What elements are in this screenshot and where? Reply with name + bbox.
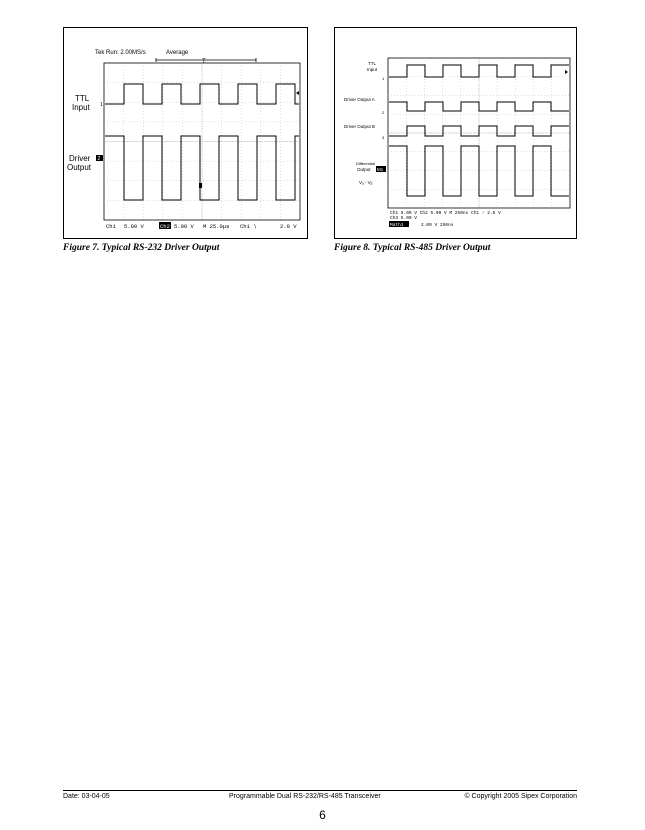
figure-8-readout-row3: 2.00 V 250ns: [421, 223, 454, 228]
figure-8-oscilloscope: [335, 28, 576, 238]
page-number: 6: [319, 808, 326, 822]
figure-8-label-diff-formula: Vₐ - Vᵦ: [359, 180, 373, 185]
figure-8-label-ttl-2: Input: [367, 67, 378, 72]
figure-8-level-arrow: [565, 70, 568, 74]
figure-7-oscilloscope: [64, 28, 307, 238]
figure-7-label-driver-1: Driver: [69, 154, 91, 163]
figure-7-readout-ch2-volts: 5.00 V: [174, 223, 194, 230]
figure-8-marker-1: 1: [382, 76, 385, 81]
figure-8-differential-trace: [389, 146, 569, 196]
figure-7-cursor-marker: [199, 183, 202, 188]
footer-copyright: © Copyright 2005 Sipex Corporation: [464, 793, 577, 800]
figure-8-label-ttl-1: TTL: [368, 61, 377, 66]
figure-7-level-arrow: [296, 91, 299, 95]
figure-8-label-driver-a: Driver Output A: [344, 97, 375, 102]
figure-8-output-a-trace: [389, 102, 569, 111]
figure-8-frame: [334, 27, 577, 239]
figure-8-readout-row2: Ch3 5.00 V: [390, 216, 418, 221]
figure-7-ch2-marker: 2: [97, 156, 101, 162]
figure-7-ch1-marker: 1: [100, 102, 103, 108]
figure-7-readout-trig: Ch1 ∖: [240, 223, 257, 230]
figure-7-grid: [104, 63, 300, 220]
figure-7-readout-ch1: Ch1: [106, 223, 116, 230]
figure-8-label-diff-2: Output: [357, 167, 371, 172]
figure-7-trigger-t: T: [202, 59, 206, 65]
footer-rule: [63, 790, 577, 791]
figure-8-marker-3: 3: [382, 135, 385, 140]
figure-7-readout-ch1-volts: 5.00 V: [124, 223, 144, 230]
figure-7-label-ttl-2: Input: [72, 103, 90, 112]
figure-7-readout-trig-level: 2.0 V: [280, 223, 297, 230]
figure-7-readout-ch2: Ch2: [160, 223, 170, 230]
figure-8-caption: Figure 8. Typical RS-485 Driver Output: [334, 243, 491, 253]
figure-8-label-diff-1: Differential: [356, 161, 376, 166]
figure-7-trigger-bracket: [156, 58, 256, 62]
footer-title: Programmable Dual RS-232/RS-485 Transceiver: [229, 793, 381, 800]
figure-7-header-run: Tek Run: 2.00MS/s: [95, 50, 146, 56]
figure-7-label-ttl-1: TTL: [75, 94, 90, 103]
figure-8-label-driver-b: Driver Output B: [344, 124, 376, 129]
figure-8-output-b-trace: [389, 126, 569, 136]
figure-8-ttl-trace: [389, 65, 569, 77]
figure-7-header-mode: Average: [166, 50, 189, 56]
footer-date: Date: 03-04-05: [63, 793, 110, 800]
figure-8-marker-2: 2: [382, 110, 385, 115]
figure-7-readout-time: M 25.0µs: [203, 223, 230, 230]
figure-7-caption: Figure 7. Typical RS-232 Driver Output: [63, 243, 220, 253]
figure-8-readout-row3-tag: Math1: [390, 223, 404, 228]
figure-7-label-driver-2: Output: [67, 163, 92, 172]
figure-7-frame: [63, 27, 308, 239]
figure-8-marker-m1: M1: [377, 167, 384, 172]
figure-8-readout-row1: Ch1 5.00 V Ch2 5.00 V M 250ns Ch1 ∕ 2.5 V: [390, 211, 501, 216]
